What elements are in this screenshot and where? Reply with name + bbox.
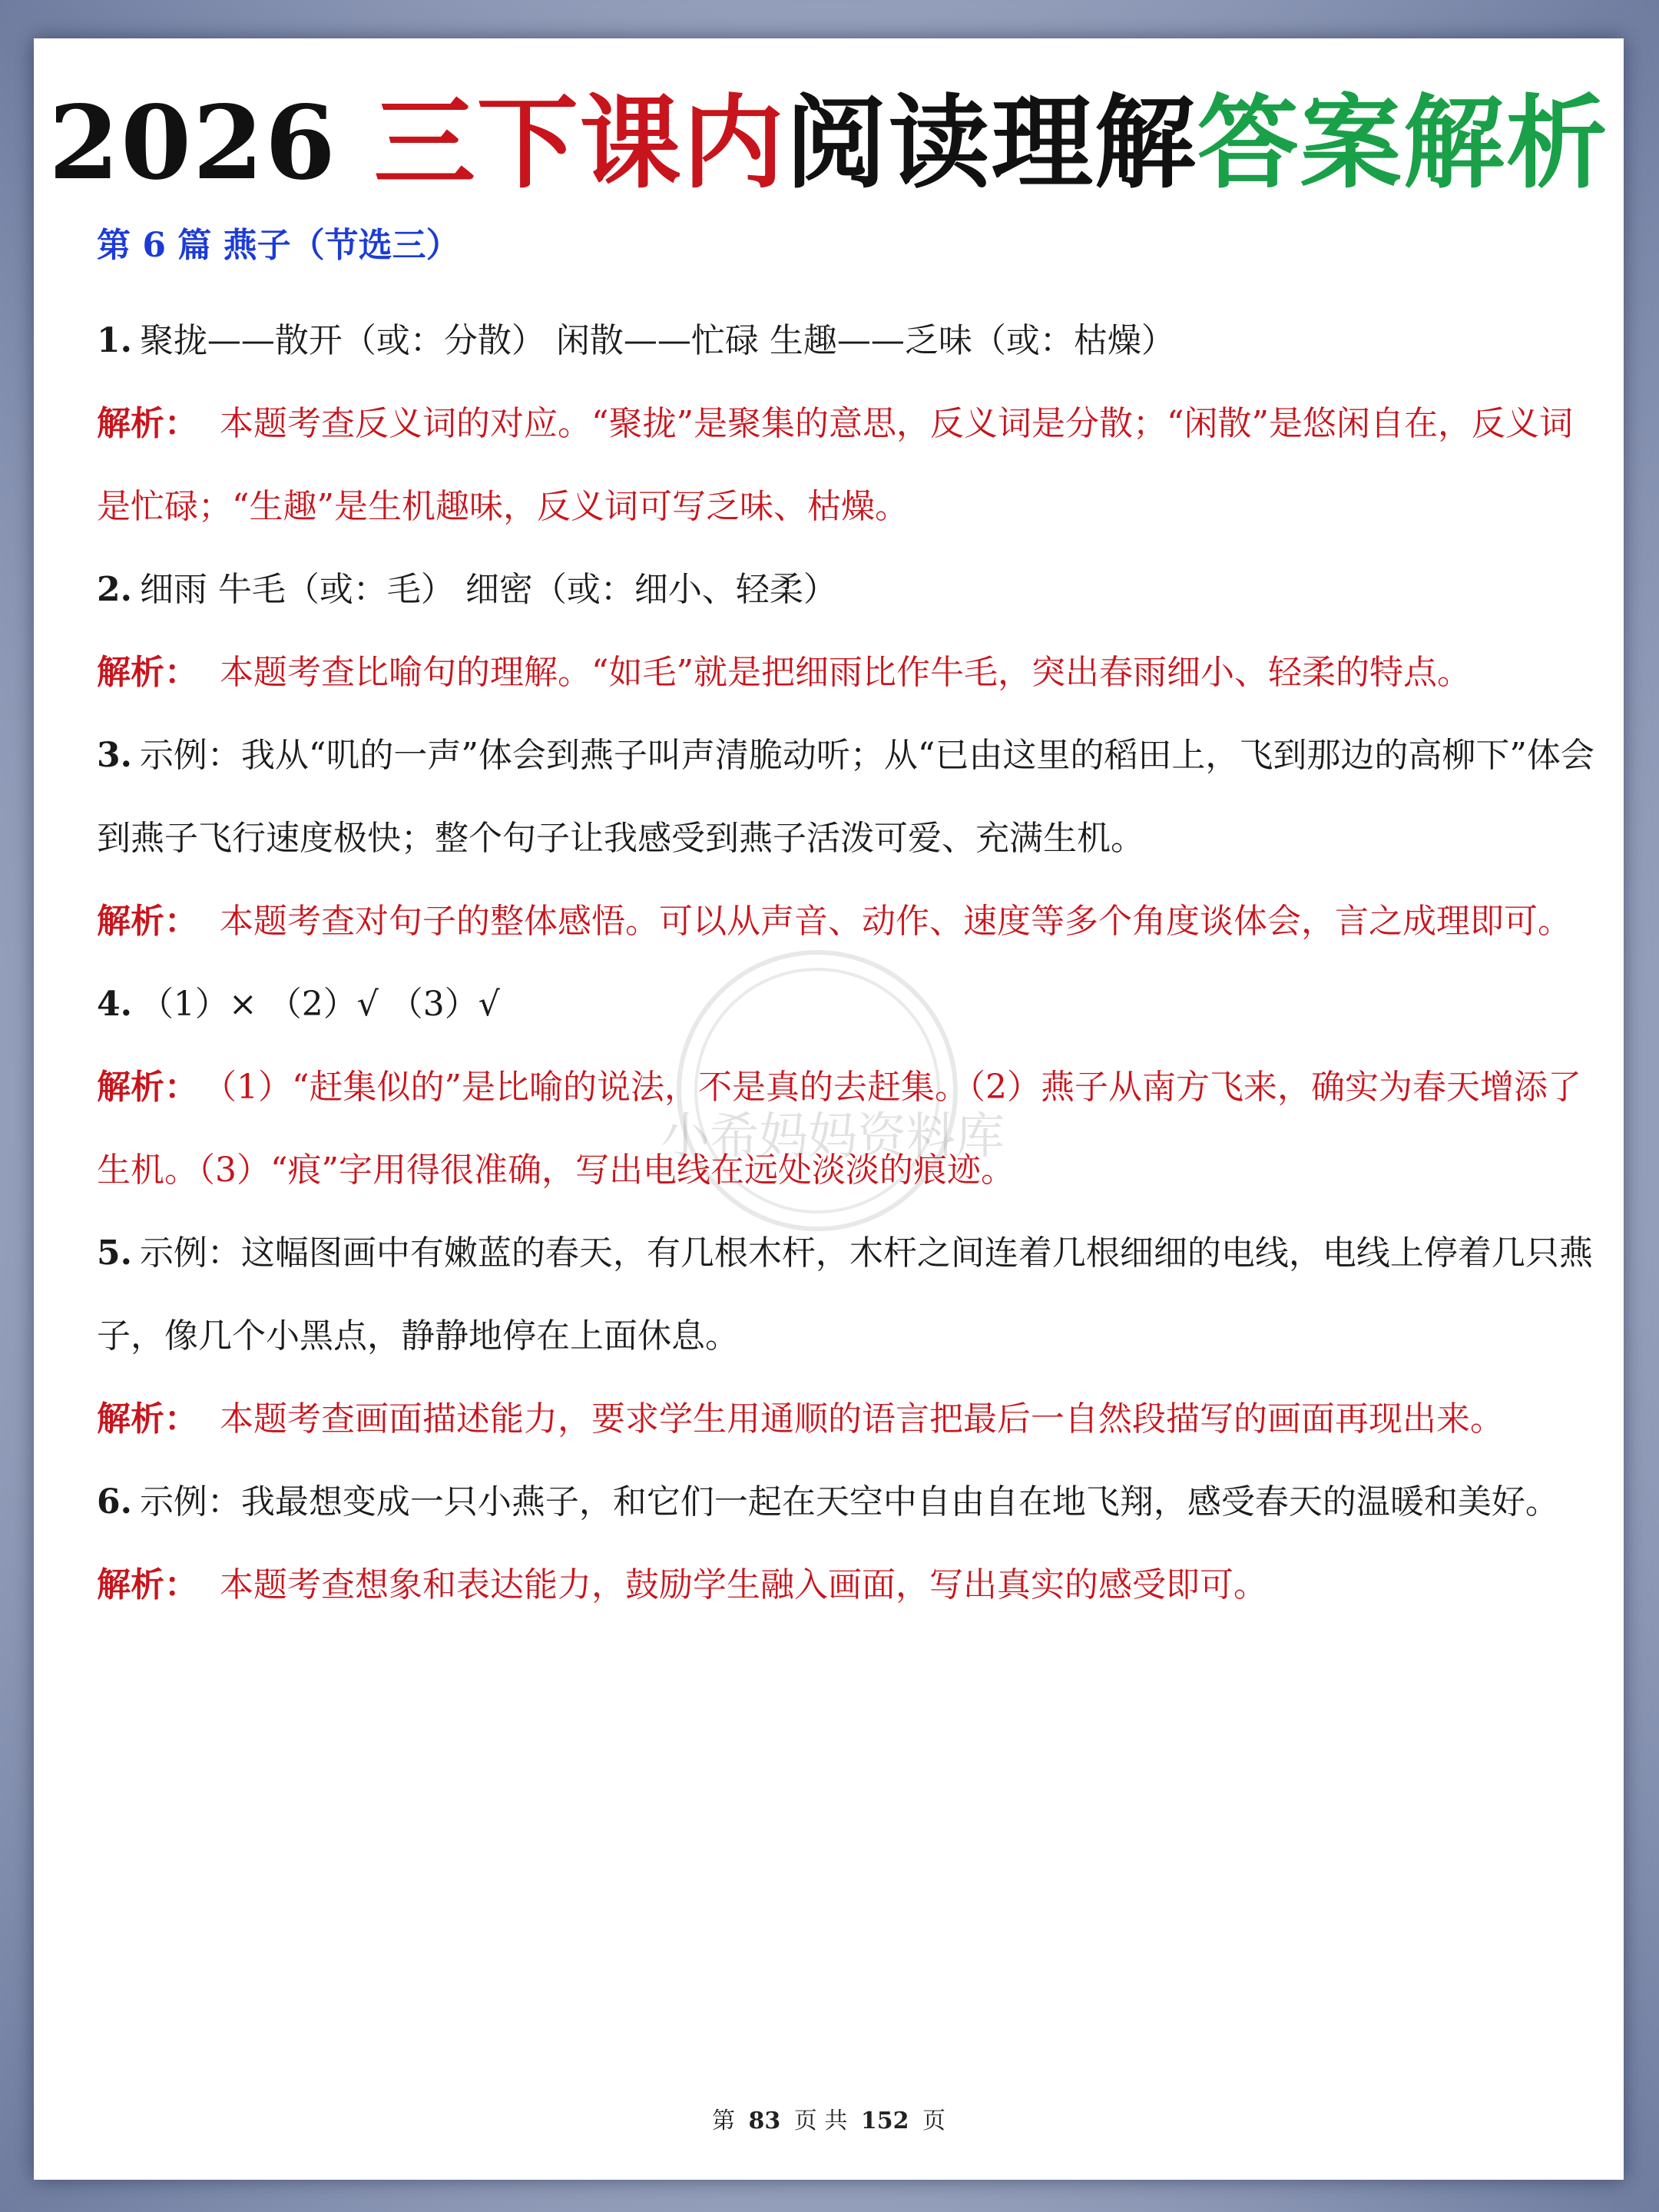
section-heading: 第 6 篇 燕子（节选三） (97, 226, 460, 265)
analysis-text: （1）“赶集似的”是比喻的说法，不是真的去赶集。（2）燕子从南方飞来，确实为春天增添了生机。（3）“痕”字用得很准确，写出电线在远处淡淡的痕迹。 (97, 1068, 1581, 1190)
analysis-item-3 (97, 880, 1594, 963)
answer-item-5 (97, 1212, 1594, 1378)
answer-text: 示例：这幅图画中有嫩蓝的春天，有几根木杆，木杆之间连着几根细细的电线，电线上停着几只燕子，像几个小黑点，静静地停在上面休息。 (97, 1233, 1593, 1356)
answer-list (97, 300, 1594, 1627)
answer-item-2 (97, 548, 1594, 631)
page-title (34, 78, 1624, 209)
footer-middle: 页 共 (793, 2108, 848, 2134)
total-page-count: 152 (860, 2108, 909, 2134)
answer-text: 细雨 牛毛（或：毛） 细密（或：细小、轻柔） (139, 570, 837, 609)
answer-text: （1）× （2）√ （3）√ (139, 985, 500, 1024)
footer-suffix: 页 (922, 2108, 946, 2134)
title-subject: 阅读理解 (785, 84, 1197, 203)
analysis-item-5 (97, 1378, 1594, 1461)
answer-item-6 (97, 1461, 1594, 1544)
current-page-number: 83 (748, 2108, 781, 2134)
footer-prefix: 第 (711, 2108, 735, 2134)
answer-item-4 (97, 963, 1594, 1046)
item-number: 4. (97, 985, 132, 1024)
watermark-text: 小希妈妈资料库 (661, 1108, 1005, 1165)
title-year: 2026 (48, 84, 374, 203)
answer-item-3 (97, 714, 1594, 880)
item-number: 2. (97, 570, 132, 609)
analysis-item-1 (97, 382, 1594, 548)
analysis-label: 解析： (97, 902, 198, 941)
analysis-text: 本题考查对句子的整体感悟。可以从声音、动作、速度等多个角度谈体会，言之成理即可。 (220, 902, 1571, 941)
analysis-text: 本题考查画面描述能力，要求学生用通顺的语言把最后一自然段描写的画面再现出来。 (220, 1399, 1504, 1439)
analysis-label: 解析： (97, 1068, 198, 1107)
answer-text: 示例：我最想变成一只小燕子，和它们一起在天空中自由自在地飞翔，感受春天的温暖和美好。 (139, 1482, 1559, 1522)
analysis-item-4 (97, 1046, 1594, 1212)
analysis-item-6 (97, 1544, 1594, 1627)
answer-text: 示例：我从“叽的一声”体会到燕子叫声清脆动听；从“已由这里的稻田上，飞到那边的高柳下”体会到燕子飞行速度极快；整个句子让我感受到燕子活泼可爱、充满生机。 (97, 736, 1594, 858)
page-footer (34, 2101, 1624, 2135)
analysis-label: 解析： (97, 404, 198, 443)
item-number: 1. (97, 321, 132, 360)
item-number: 6. (97, 1482, 132, 1522)
item-number: 5. (97, 1233, 132, 1273)
analysis-text: 本题考查反义词的对应。“聚拢”是聚集的意思，反义词是分散；“闲散”是悠闲自在，反义词是忙碌；“生趣”是生机趣味，反义词可写乏味、枯燥。 (97, 404, 1573, 526)
analysis-label: 解析： (97, 1399, 198, 1439)
analysis-item-2 (97, 631, 1594, 714)
document-page (34, 38, 1624, 2180)
analysis-label: 解析： (97, 653, 198, 692)
answer-item-1 (97, 300, 1594, 382)
answer-text: 聚拢——散开（或：分散） 闲散——忙碌 生趣——乏味（或：枯燥） (139, 321, 1175, 360)
item-number: 3. (97, 736, 132, 775)
title-type: 答案解析 (1197, 84, 1609, 203)
analysis-label: 解析： (97, 1565, 198, 1604)
analysis-text: 本题考查比喻句的理解。“如毛”就是把细雨比作牛毛，突出春雨细小、轻柔的特点。 (220, 653, 1471, 692)
analysis-text: 本题考查想象和表达能力，鼓励学生融入画面，写出真实的感受即可。 (220, 1565, 1267, 1604)
title-grade: 三下课内 (373, 84, 786, 203)
